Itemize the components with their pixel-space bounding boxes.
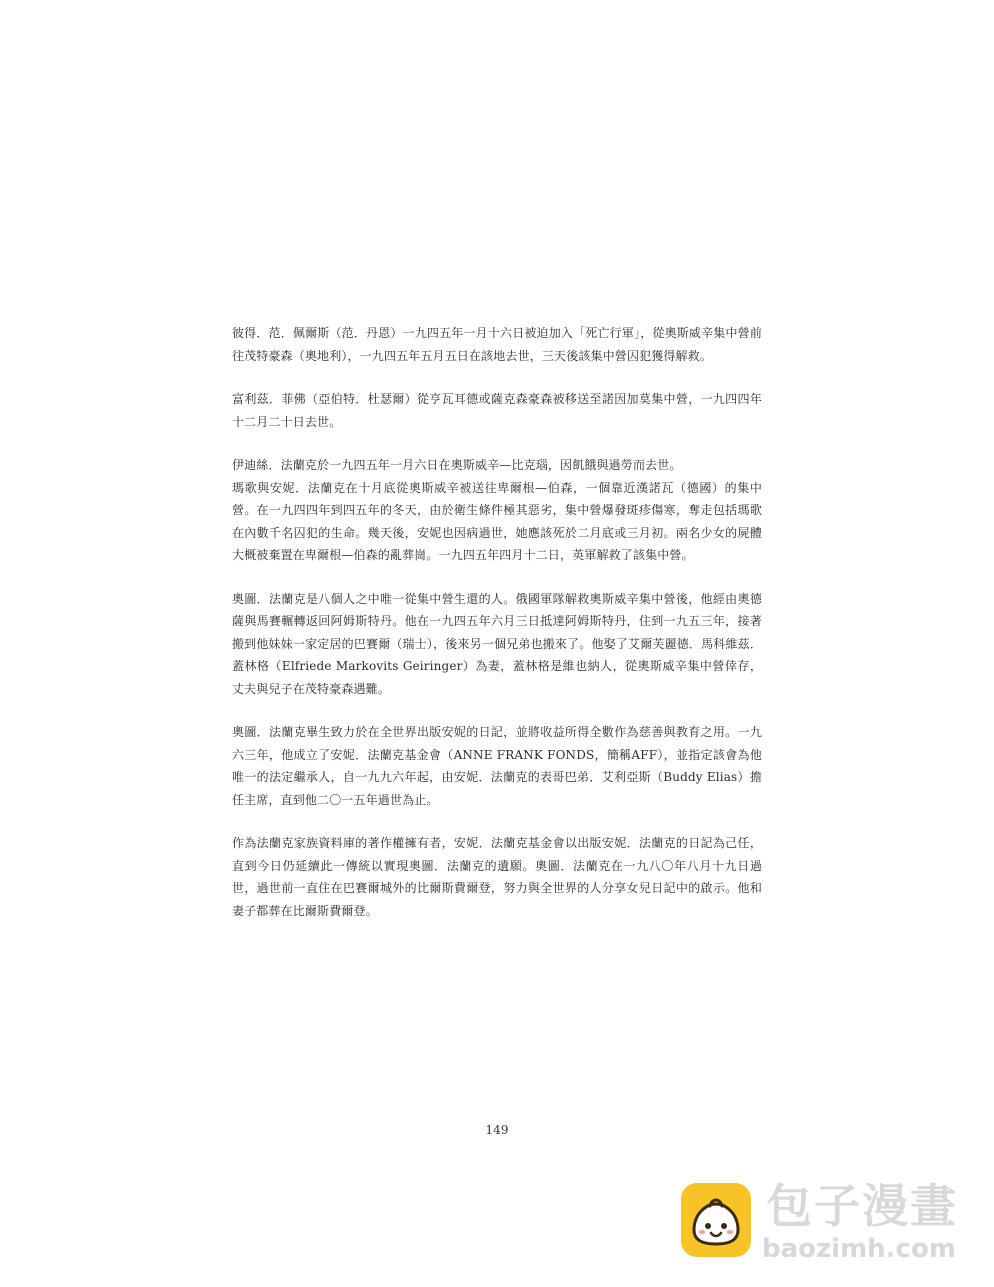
watermark-url: baozimh.com (762, 1234, 956, 1264)
page-number: 149 (485, 1123, 509, 1137)
paragraph-edith-frank: 伊迪絲．法蘭克於一九四五年一月六日在奧斯威辛—比克瑙，因飢餓與過勞而去世。 (232, 458, 682, 472)
paragraph-margot-anne: 瑪歌與安妮．法蘭克在十月底從奧斯威辛被送往卑爾根—伯森，一個靠近漢諾瓦（德國）的集中營。在一九四四年到四五年的冬天，由於衛生條件極其惡劣，集中營爆發斑疹傷寒，奪走包括瑪歌在內數千名囚犯的生命。幾天後，安妮也因病過世，她應該死於二月底或三月初。兩名少女的屍體大概被棄置在卑爾根—伯森的亂葬崗。一九四五年四月十二日，英軍解救了該集中營。 (232, 480, 762, 562)
watermark (680, 1180, 980, 1270)
paragraph-fritz-pfeffer: 富利茲．菲佛（亞伯特．杜瑟爾）從亨瓦耳德或薩克森豪森被移送至諾因加莫集中營，一九四四年十二月二十日去世。 (232, 392, 762, 429)
paragraph-peter-van-pels: 彼得．范．佩爾斯（范．丹恩）一九四五年一月十六日被迫加入「死亡行軍」，從奧斯威辛集中營前往茂特豪森（奧地利），一九四五年五月五日在該地去世，三天後該集中營囚犯獲得解救。 (232, 326, 762, 363)
bun-logo-icon (680, 1182, 752, 1258)
watermark-name: 包子漫畫 (766, 1179, 958, 1233)
page-body (232, 322, 762, 943)
paragraph-copyright-legacy: 作為法蘭克家族資料庫的著作權擁有者，安妮．法蘭克基金會以出版安妮．法蘭克的日記為己任，直到今日仍延續此一傳統以實現奧圖．法蘭克的遺願。奧圖．法蘭克在一九八〇年八月十九日過世，過世前一直住在巴賽爾城外的比爾斯費爾登，努力與全世界的人分享女兒日記中的啟示。他和妻子都葬在比爾斯費爾登。 (232, 836, 762, 918)
paragraph-anne-frank-fonds: 奧圖．法蘭克畢生致力於在全世界出版安妮的日記，並將收益所得全數作為慈善與教育之用。一九六三年，他成立了安妮．法蘭克基金會（ANNE FRANK FONDS，簡稱AFF），並指定該會為他唯一的法定繼承人，自一九九六年起，由安妮．法蘭克的表哥巴弟．艾利亞斯（Buddy Elias）擔任主席，直到他二〇一五年過世為止。 (232, 725, 762, 807)
paragraph-otto-survivor: 奧圖．法蘭克是八個人之中唯一從集中營生還的人。俄國軍隊解救奧斯威辛集中營後，他經由奧德薩與馬賽輾轉返回阿姆斯特丹。他在一九四五年六月三日抵達阿姆斯特丹，住到一九五三年，接著搬到他妹妹一家定居的巴賽爾（瑞士），後來另一個兄弟也搬來了。他娶了艾爾芙麗德．馬科維茲．蓋林格（Elfriede Markovits Geiringer）為妻，蓋林格是維也納人，從奧斯威辛集中營倖存，丈夫與兒子在茂特豪森遇難。 (232, 591, 762, 696)
